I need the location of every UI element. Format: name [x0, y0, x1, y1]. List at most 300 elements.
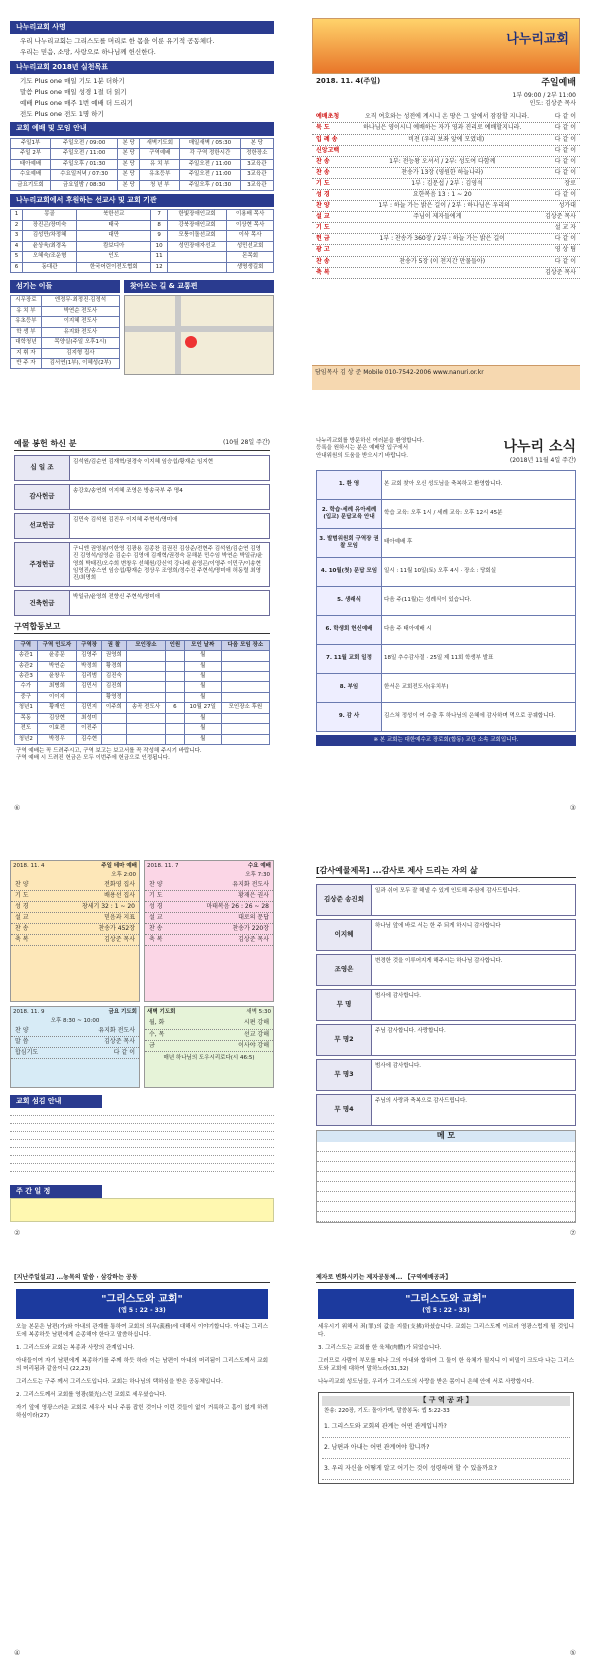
news-label: 4. 10월(첫) 문답 모임	[317, 557, 382, 586]
table-cell: 송관3	[15, 671, 38, 681]
table-cell: 박정우	[37, 734, 77, 744]
service-value: 마태복음 26 : 26 ~ 28	[206, 903, 269, 911]
page-number: ④	[14, 1648, 21, 1657]
table-cell: 수요예배	[11, 170, 51, 180]
news-row	[317, 586, 576, 615]
table-cell	[102, 713, 127, 723]
table-cell	[126, 682, 165, 692]
table-cell: 월	[184, 682, 221, 692]
sunday-date: 2018. 11. 4	[13, 863, 45, 869]
service-row	[11, 935, 139, 946]
thanks-name: 이지혜	[317, 920, 372, 950]
table-cell: 정한장소	[240, 149, 273, 159]
table-cell: 12	[151, 262, 168, 272]
news-content: 18일 추수감사절 · 25일 제 11회 학생부 발표	[382, 644, 576, 673]
header-banner	[312, 18, 580, 74]
staff-title: 섬기는 이들	[10, 280, 120, 293]
service-label: 찬 송	[15, 925, 29, 933]
order-content: 찬송가 5장 (이 천지간 만물들아)	[399, 257, 486, 265]
service-label: 말 씀	[15, 1037, 29, 1045]
table-cell: 성민선교회	[227, 241, 274, 251]
service-row	[145, 924, 273, 935]
location-map	[124, 295, 274, 375]
order-label: 성 경	[316, 190, 330, 198]
service-label: 금	[149, 1041, 155, 1049]
order-row	[312, 135, 580, 146]
table-cell: 7	[151, 210, 168, 220]
column-header: 구역 인도자	[37, 640, 77, 650]
table-cell: 목양실(주일 오후1시)	[41, 338, 119, 348]
intro-line: 등록을 원하시는 분은 예배당 입구에서	[316, 445, 409, 452]
table-cell	[166, 671, 184, 681]
order-leader: 성가대	[558, 202, 576, 210]
service-value: 김상준 목사	[104, 936, 135, 944]
paragraph: 2. 그리스도께서 교회를 영광(榮光)스런 교회로 세우셨습니다.	[16, 1391, 167, 1398]
news-content: 김스쳐 정성이 여 수출 후 하나님의 은혜에 감사하며 먹으로 공궤합니다.	[382, 702, 576, 731]
goal-item: 예배 Plus one 매주 1번 예배 더 드리기	[20, 98, 133, 107]
service-row	[11, 891, 139, 902]
news-row	[317, 702, 576, 731]
news-label: 5. 생래식	[317, 586, 382, 615]
column-header: 인원	[166, 640, 184, 650]
offering-box	[14, 590, 270, 616]
order-row	[312, 212, 580, 223]
mission-title: 나누리교회에서 후원하는 선교사 및 교회 기관	[10, 194, 274, 207]
dawn-note: 매년 하나님의 도우시리로다(시 46:5)	[163, 1054, 255, 1061]
service-title: 주일예배	[541, 78, 576, 88]
table-row	[15, 713, 270, 723]
worship-table	[10, 138, 274, 191]
news-content: 다음 주 태아예배 시	[382, 615, 576, 644]
sermon-title-text: "그리스도와 교회"	[101, 1294, 183, 1306]
table-cell: 새벽기도회	[140, 138, 180, 148]
service-value: 김상준 목사	[104, 1037, 135, 1045]
service-label: 찬 양	[15, 880, 29, 888]
service-value: 전화영 집사	[104, 880, 135, 888]
order-label: 기 도	[316, 179, 330, 187]
panel-news	[312, 435, 580, 815]
order-row	[312, 223, 580, 234]
table-cell: 이상현 목사	[227, 220, 274, 230]
qa-box	[318, 1392, 574, 1484]
panel-offerings	[10, 435, 274, 815]
table-cell: 강북장애인교회	[168, 220, 227, 230]
table-cell: 본 당	[240, 138, 273, 148]
table-cell: 3교육관	[240, 180, 273, 190]
table-cell: 본 당	[118, 180, 140, 190]
table-cell: 박정희	[77, 661, 102, 671]
table-cell: 구역예배	[140, 149, 180, 159]
service-value: 믿음과 지표	[104, 914, 135, 922]
table-cell	[221, 713, 269, 723]
mission-table	[10, 209, 274, 273]
table-cell: 황재인	[37, 703, 77, 713]
table-cell: 이지혜 전도사	[41, 317, 119, 327]
news-footer: ※ 본 교회는 대한예수교 장로회(합동) 교단 소속 교회입니다.	[316, 735, 576, 746]
church-marker-icon	[185, 336, 197, 348]
table-row	[11, 338, 120, 348]
thanks-item	[316, 1059, 576, 1091]
table-row	[11, 358, 120, 368]
question: 2. 남편과 아내는 어떤 관계여야 합니까?	[322, 1438, 570, 1459]
page-number: ③	[569, 803, 576, 812]
offering-title: 예물 봉헌 하신 분	[14, 439, 77, 448]
order-content: 1부 : 하늘 가는 밝은 길이 / 2부 : 하나님은 우리의	[378, 202, 510, 210]
table-cell: 주일오전 / 09:00	[51, 138, 118, 148]
table-cell: 윤창우	[37, 671, 77, 681]
table-cell: 박연순	[37, 661, 77, 671]
offering-box	[14, 542, 270, 587]
service-row	[145, 913, 273, 924]
offering-box	[14, 484, 270, 510]
service-label: 합심기도	[15, 1049, 39, 1057]
table-cell: 몬목회	[227, 252, 274, 262]
table-cell: 김민지	[77, 703, 102, 713]
news-row	[317, 528, 576, 557]
table-row	[11, 306, 120, 316]
table-row	[15, 661, 270, 671]
table-row	[11, 149, 274, 159]
service-times: 1부 09:00 / 2부 11:00	[512, 92, 576, 100]
page-number: ⑥	[14, 803, 21, 812]
service-value: 찬송가 220장	[232, 925, 269, 933]
friday-date: 2018. 11. 9	[13, 1009, 45, 1015]
table-cell: 유 치 부	[11, 306, 42, 316]
table-cell: 태아예배	[11, 159, 51, 169]
column-header: 권 찰	[102, 640, 127, 650]
service-leader: 인도: 김상준 목사	[529, 100, 576, 108]
table-cell: 주일오후 / 01:30	[180, 180, 240, 190]
table-cell: 김상현	[37, 713, 77, 723]
table-cell: 3교육관	[240, 170, 273, 180]
news-content: 한서은 교회전도사(유치부)	[382, 673, 576, 702]
order-row	[312, 146, 580, 157]
sunday-title: 주일 테마 예배	[101, 863, 137, 869]
page-number: ⑤	[569, 1648, 576, 1657]
order-row	[312, 123, 580, 134]
wednesday-time: 오후 7:30	[245, 872, 270, 879]
table-row	[11, 231, 274, 241]
table-cell: 유초등부	[140, 170, 180, 180]
table-cell: 김지형 집사	[41, 348, 119, 358]
order-label: 신앙고백	[316, 146, 340, 154]
news-label: 7. 11월 교회 일정	[317, 644, 382, 673]
panel-lesson	[312, 1268, 580, 1660]
table-row	[11, 296, 120, 306]
friday-time: 오후 8:30 ~ 10:00	[50, 1018, 100, 1025]
paragraph: 그러므로 사람이 부모를 떠나 그의 아내와 합하여 그 둘이 한 육체가 될지니 이 비밀이 크도다 나는 그리스도와 교회에 대하여 말하노라(31,32)	[318, 1358, 574, 1372]
order-leader: 장로	[564, 179, 576, 187]
table-cell: 박연순 전도사	[41, 306, 119, 316]
table-cell: 이주희	[102, 703, 127, 713]
service-row	[145, 891, 273, 902]
table-cell: 지 휘 자	[11, 348, 42, 358]
table-cell: 월	[184, 724, 221, 734]
vision-line: 우리는 믿음, 소망, 사랑으로 하나님께 헌신한다.	[20, 48, 156, 57]
news-content: 학습 교육: 오후 1시 / 세례 교육: 오후 12시 45분	[382, 499, 576, 528]
table-cell: 한국어린이전도협회	[77, 262, 151, 272]
table-cell	[166, 724, 184, 734]
qa-intro: 찬송: 220장, 기도: 돌아가며, 말씀봉독: 엡 5:22-33	[324, 1407, 450, 1414]
table-row	[15, 703, 270, 713]
order-leader: 다 같 이	[554, 235, 576, 243]
table-cell: 월	[184, 692, 221, 702]
thanks-item	[316, 1094, 576, 1126]
table-cell: 이진주	[77, 724, 102, 734]
order-row	[312, 112, 580, 123]
panel-weekly-services	[10, 860, 274, 1240]
table-cell: 유지화 전도사	[41, 327, 119, 337]
table-cell: 월	[184, 651, 221, 661]
table-cell	[166, 692, 184, 702]
service-row	[145, 1018, 273, 1029]
question: 1. 그리스도와 교회의 관계는 어떤 관계입니까?	[322, 1417, 570, 1438]
panel-sermon	[10, 1268, 274, 1660]
table-cell: 매일새벽 / 05:30	[180, 138, 240, 148]
table-row	[11, 180, 274, 190]
table-cell	[221, 734, 269, 744]
service-row	[145, 902, 273, 913]
order-content: 하나님은 영이시니 예배하는 자가 영과 진리로 예배할지니라.	[363, 124, 522, 132]
table-cell	[166, 661, 184, 671]
table-row	[11, 210, 274, 220]
table-cell: 수요일저녁 / 07:30	[51, 170, 118, 180]
news-content: 다음 주(11월)는 성례식이 있습니다.	[382, 586, 576, 615]
table-row	[11, 241, 274, 251]
table-cell	[126, 651, 165, 661]
table-cell: 주일 2부	[11, 149, 51, 159]
column-header: 구역	[15, 640, 38, 650]
table-cell: 1	[11, 210, 23, 220]
table-cell: 유 치 부	[140, 159, 180, 169]
service-label: 성 경	[15, 903, 29, 911]
order-leader: 다 같 이	[554, 124, 576, 132]
table-cell: 황경희	[102, 661, 127, 671]
offering-names: 구니엔 권영봉/이한영 김광용 김종찬 김권진 김상준/전현주 김석원/김순연 김영진 김영석/임영순 김순수 김영애 김재혁/권경숙 문해분 민수임 박연순 박일규/윤영희 박태진/오수희 변창우 선혜원/강신억 강나래 윤영곤/이영주 이민구/이송현 임영진/송스연 임승섭/황재순 정상우 조영희/정수진 주현석/명미애 허동렬 최영진/최명희	[73, 545, 263, 582]
table-cell	[166, 651, 184, 661]
dawn-box	[144, 1006, 274, 1088]
table-row	[15, 734, 270, 744]
page-number: ②	[14, 1228, 21, 1237]
table-row	[11, 170, 274, 180]
service-label: 찬 송	[149, 925, 163, 933]
table-row	[11, 220, 274, 230]
order-row	[312, 179, 580, 190]
table-cell: 본 당	[118, 170, 140, 180]
vision-line: 우리 나누리교회는 그리스도를 머리로 한 몸을 이룬 유기적 공동체다.	[20, 37, 215, 46]
service-label: 설 교	[149, 914, 163, 922]
table-cell: 이이지	[37, 692, 77, 702]
offering-label: 감사헌금	[15, 485, 70, 509]
service-date: 2018. 11. 4(주일)	[316, 77, 381, 85]
table-cell: 모인장소 후원	[221, 703, 269, 713]
memo-box	[316, 1130, 576, 1223]
table-cell: 월	[184, 713, 221, 723]
service-label: 찬 양	[149, 880, 163, 888]
table-cell: 엔정무·최정진·김정석	[41, 296, 119, 306]
table-cell	[126, 734, 165, 744]
table-row	[11, 138, 274, 148]
table-cell	[221, 671, 269, 681]
thanks-text: 변경한 것을 이루어지게 해주시는 하나님 감사합니다.	[375, 957, 503, 964]
table-cell: 수가	[15, 682, 38, 692]
news-row	[317, 644, 576, 673]
sermon-header: [지난주일설교] ...농목의 말씀 · 삼강하는 공동	[14, 1274, 270, 1283]
order-label: 축 복	[316, 268, 330, 276]
table-cell: 주일오전 / 11:00	[180, 170, 240, 180]
wednesday-title: 수요 예배	[247, 863, 271, 869]
table-cell: 김성만/차정혜	[22, 231, 76, 241]
table-cell: 대학청년	[11, 338, 42, 348]
staff-guide-title: 교회 섬김 안내	[10, 1095, 102, 1108]
table-cell: 김진숙	[102, 671, 127, 681]
news-label: 2. 학습·세례 유아세례(입교) 문답교육 안내	[317, 499, 382, 528]
vision-lines	[10, 36, 274, 58]
goal-item: 전도 Plus one 전도 1명 하기	[20, 109, 104, 118]
table-cell: 6	[166, 703, 184, 713]
dawn-title: 새벽 기도회	[147, 1009, 176, 1015]
table-header-row	[15, 640, 270, 650]
paragraph: 나누리교회 성도님들, 우리가 그리스도의 사랑을 받은 몸이니 은혜 안에 서로 사랑합시다.	[318, 1378, 534, 1385]
news-title: 나누리 소식	[503, 439, 576, 455]
service-value: 유지화 전도사	[98, 1026, 135, 1034]
table-cell: 인도	[77, 252, 151, 262]
thanks-item	[316, 989, 576, 1021]
paragraph: 자기 앞에 영광스러운 교회로 세우사 티나 주름 잡힌 것이나 이런 것들이 없이 거룩하고 흠이 없게 하려 하심이라(27)	[16, 1405, 268, 1419]
cell-report-table	[14, 640, 270, 745]
order-label: 예배초청	[316, 113, 340, 121]
service-label: 성 경	[149, 903, 163, 911]
news-label: 6. 학생회 헌신예배	[317, 615, 382, 644]
service-row	[145, 1030, 273, 1041]
table-cell	[126, 713, 165, 723]
table-cell: 주일1부	[11, 138, 51, 148]
table-cell: 청년1	[15, 703, 38, 713]
order-leader: 김상준 목사	[545, 213, 576, 221]
table-row	[15, 651, 270, 661]
table-cell: 생명생길회	[227, 262, 274, 272]
offering-label: 주정헌금	[15, 543, 70, 586]
paragraph: 3. 그리스도는 교회를 한 육체(肉體)가 되었습니다.	[318, 1344, 442, 1351]
table-cell: 10월 27일	[184, 703, 221, 713]
service-value: 창세기 32 : 1 ~ 20	[81, 903, 135, 911]
table-cell: 이효전	[37, 724, 77, 734]
service-value: 김상준 목사	[238, 936, 269, 944]
table-cell: 모퉁이돌선교회	[168, 231, 227, 241]
table-cell: 송관2	[15, 661, 38, 671]
table-cell: 권영희	[102, 651, 127, 661]
table-cell: 2	[11, 220, 23, 230]
offering-names: 송강호/송연희 이지혜 조영은 방송국부 주 명4	[73, 487, 183, 494]
order-content: 1부 : 김문섭 / 2부 : 김영석	[411, 179, 483, 187]
sermon-title	[16, 1289, 268, 1319]
order-leader: 다 같 이	[554, 157, 576, 165]
table-cell	[166, 682, 184, 692]
table-cell: 청년2	[15, 734, 38, 744]
news-table	[316, 470, 576, 732]
table-cell: 8	[151, 220, 168, 230]
staff-guide-lines	[10, 1108, 274, 1178]
order-leader: 다 같 이	[554, 257, 576, 265]
order-of-service	[312, 112, 580, 278]
order-leader: 다 같 이	[554, 190, 576, 198]
table-row	[11, 317, 120, 327]
table-cell: 3	[11, 231, 23, 241]
table-cell: 9	[151, 231, 168, 241]
table-cell: 송관1	[15, 651, 38, 661]
service-value: 황재은 권사	[238, 891, 269, 899]
order-row	[312, 268, 580, 279]
offering-week: (10월 28일 주간)	[223, 439, 270, 446]
memo-title: 메 모	[317, 1131, 575, 1142]
offering-label: 십 일 조	[15, 456, 70, 480]
schedule-title: 주 간 일 정	[10, 1185, 102, 1198]
thanks-text: 범사에 감사합니다.	[375, 1062, 422, 1069]
table-cell: 김영주	[77, 651, 102, 661]
table-cell: 목동	[15, 713, 38, 723]
friday-title: 금요 기도회	[108, 1009, 137, 1015]
schedule-box	[10, 1198, 274, 1222]
table-row	[11, 262, 274, 272]
table-cell: 학 생 부	[11, 327, 42, 337]
paragraph: 오늘 본문은 남편(가)와 아내의 관계를 통하여 교회의 의무(義務)에 대해서 이야기합니다. 아내는 그리스도에 복종하듯 남편에게 순종해야 한다고 말씀하십니다.	[16, 1324, 268, 1338]
service-row	[145, 935, 273, 946]
offering-box	[14, 513, 270, 539]
table-cell: 장진곤/장미숙	[22, 220, 76, 230]
table-cell: 시무장로	[11, 296, 42, 306]
table-cell	[168, 262, 227, 272]
table-row	[15, 671, 270, 681]
table-cell	[221, 651, 269, 661]
table-cell	[126, 671, 165, 681]
lesson-ref: (엡 5 : 22 - 33)	[422, 1306, 470, 1314]
table-cell: 최병희	[37, 682, 77, 692]
lesson-title-text: "그리스도와 교회"	[405, 1294, 487, 1306]
table-cell	[77, 692, 102, 702]
table-cell: 전도	[15, 724, 38, 734]
goal-item: 기도 Plus one 매일 기도 1분 더하기	[20, 77, 125, 86]
thanks-text: 하나님 앞에 바로 서는 한 주 되게 하시니 감사합니다	[375, 922, 501, 929]
table-row	[15, 692, 270, 702]
table-cell: 금요일밤 / 08:30	[51, 180, 118, 190]
table-cell: 10	[151, 241, 168, 251]
order-leader: 다 같 이	[554, 113, 576, 121]
order-label: 묵 도	[316, 124, 330, 132]
order-leader: 다 같 이	[554, 168, 576, 176]
order-leader: 다 같 이	[554, 146, 576, 154]
service-value: 선교 강해	[243, 1030, 269, 1038]
news-content: 일시 : 11월 10일(토) 오후 4시 · 장소 : 당회실	[382, 557, 576, 586]
order-content: 오직 여호와는 성전에 계시니 온 땅은 그 앞에서 잠잠할 지니라.	[365, 113, 529, 121]
service-value: 다 같 이	[113, 1049, 135, 1057]
map-title: 찾아오는 길 & 교통편	[124, 280, 274, 293]
news-row	[317, 673, 576, 702]
table-row	[11, 327, 120, 337]
table-cell: 김서연(1부), 이혜성(2부)	[41, 358, 119, 368]
table-cell: 북한선교	[77, 210, 151, 220]
service-row	[145, 880, 273, 891]
table-cell: 태국	[77, 220, 151, 230]
staff-table	[10, 295, 120, 369]
table-cell: 청 년 부	[140, 180, 180, 190]
table-row	[11, 252, 274, 262]
table-cell	[221, 692, 269, 702]
table-cell: 이용배 목사	[227, 210, 274, 220]
table-cell: 김민서	[77, 682, 102, 692]
thanks-text: 일과 쉬어 모두 잘 해낼 수 있게 인도해 주심에 감사드립니다.	[375, 887, 520, 894]
table-cell: 유초등부	[11, 317, 42, 327]
service-value: 찬송가 452장	[98, 925, 135, 933]
